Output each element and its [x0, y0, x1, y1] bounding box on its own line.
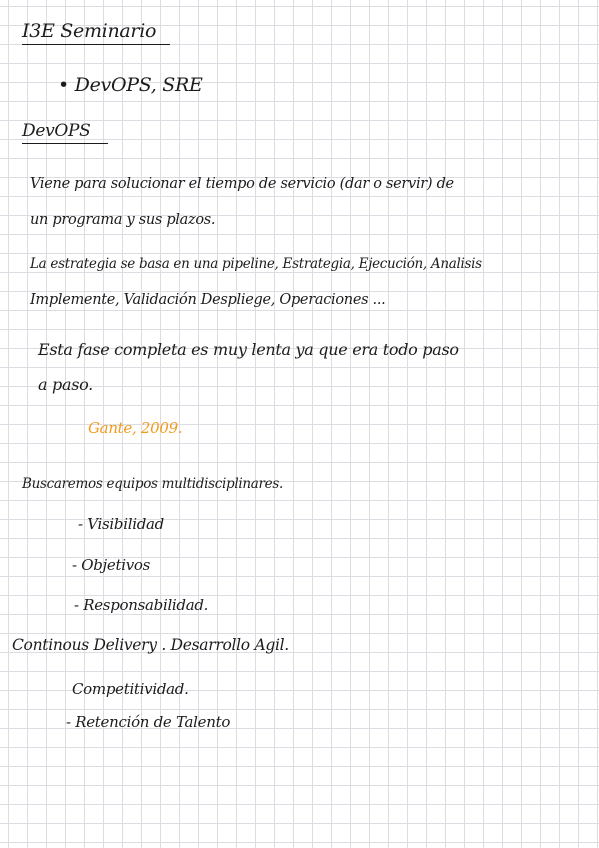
page-title: I3E Seminario: [22, 22, 170, 45]
body-line-6: a paso.: [38, 375, 93, 394]
teams-item-2: - Objetivos: [72, 556, 150, 574]
cd-heading: Continous Delivery . Desarrollo Agil.: [12, 636, 289, 654]
topic-bullet: • DevOPS, SRE: [58, 74, 203, 96]
cd-item-2: - Retención de Talento: [66, 713, 231, 731]
body-line-1: Viene para solucionar el tiempo de servicio (dar o servir) de: [30, 176, 454, 192]
teams-heading: Buscaremos equipos multidisciplinares.: [22, 476, 283, 492]
teams-item-1: - Visibilidad: [78, 515, 164, 533]
body-line-5: Esta fase completa es muy lenta ya que era todo paso: [38, 340, 459, 359]
citation: Gante, 2009.: [88, 419, 183, 437]
body-line-3: La estrategia se basa en una pipeline, Estrategia, Ejecución, Analisis: [30, 256, 482, 272]
body-line-4: Implemente, Validación Despliege, Operaciones ...: [30, 292, 386, 308]
cd-item-1: Competitividad.: [72, 680, 189, 698]
section-heading: DevOPS: [22, 123, 108, 144]
body-line-2: un programa y sus plazos.: [30, 212, 216, 228]
teams-item-3: - Responsabilidad.: [74, 596, 209, 614]
